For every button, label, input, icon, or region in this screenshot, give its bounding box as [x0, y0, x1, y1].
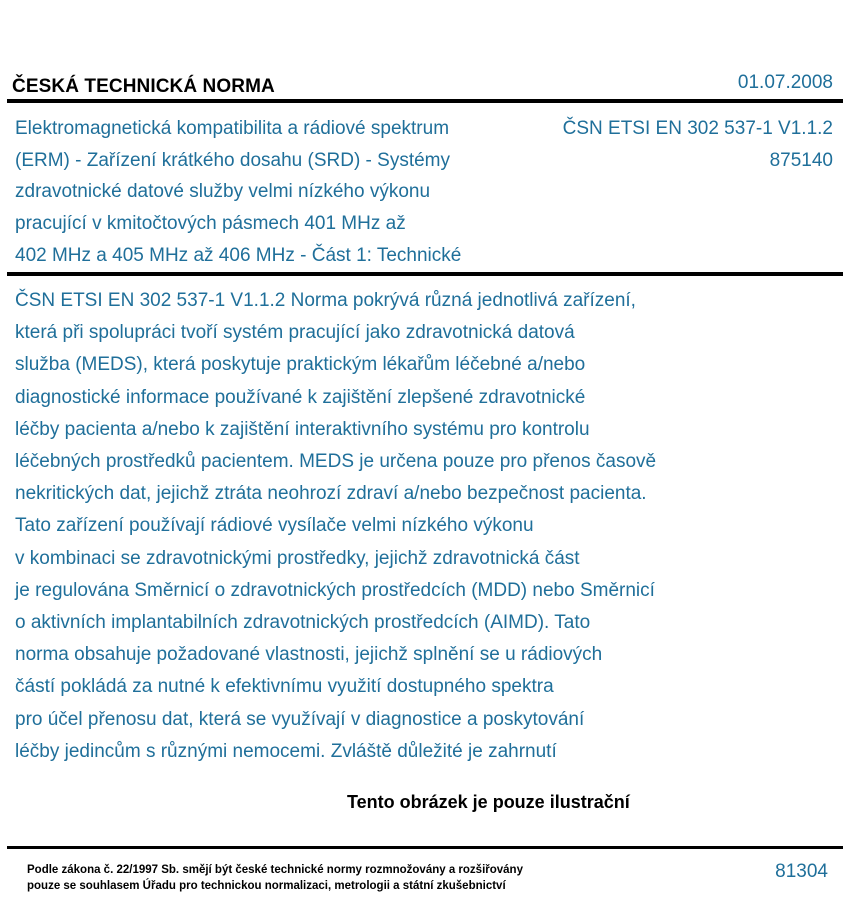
document-heading: ČESKÁ TECHNICKÁ NORMA	[12, 76, 275, 97]
footer-divider	[7, 846, 843, 849]
abstract-line: pro účel přenosu dat, která se využívají v diagnostice a poskytování	[15, 708, 585, 730]
abstract-line: léčby jedincům s různými nemocemi. Zvláště důležité je zahrnutí	[15, 740, 557, 762]
standard-title	[15, 113, 535, 272]
standard-title-line: Elektromagnetická kompatibilita a rádiové spektrum	[15, 118, 450, 139]
abstract-line: je regulována Směrnicí o zdravotnických prostředcích (MDD) nebo Směrnicí	[15, 579, 655, 601]
abstract-line: v kombinaci se zdravotnickými prostředky, jejichž zdravotnická část	[15, 547, 580, 569]
catalog-number: 875140	[769, 149, 833, 171]
illustration-note: Tento obrázek je pouze ilustrační	[347, 792, 630, 812]
abstract-line: diagnostické informace používané k zajištění zlepšené zdravotnické	[15, 386, 586, 408]
standard-title-line: zdravotnické datové služby velmi nízkého výkonu	[15, 181, 431, 203]
abstract-text	[15, 285, 775, 768]
abstract-line: služba (MEDS), která poskytuje praktickým lékařům léčebné a/nebo	[15, 354, 586, 376]
legal-notice-line: pouze se souhlasem Úřadu pro technickou normalizaci, metrologii a státní zkušebnictví	[27, 880, 506, 892]
abstract-line: o aktivních implantabilních zdravotnických prostředcích (AIMD). Tato	[15, 612, 591, 634]
title-divider	[7, 272, 843, 276]
standard-code: ČSN ETSI EN 302 537-1 V1.1.2	[562, 118, 833, 139]
standard-identifiers	[563, 113, 833, 176]
publication-date: 01.07.2008	[737, 72, 833, 93]
standard-title-line: pracující v kmitočtových pásmech 401 MHz až	[15, 213, 406, 235]
legal-notice-line: Podle zákona č. 22/1997 Sb. smějí být české technické normy rozmnožovány a rozšiřovány	[27, 864, 523, 876]
abstract-line: léčebných prostředků pacientem. MEDS je určena pouze pro přenos časově	[15, 451, 657, 473]
legal-notice	[27, 862, 523, 894]
abstract-line: Tato zařízení používají rádiové vysílače velmi nízkého výkonu	[15, 515, 534, 537]
abstract-line: norma obsahuje požadované vlastnosti, jejichž splnění se u rádiových	[15, 644, 603, 666]
abstract-line: ČSN ETSI EN 302 537-1 V1.1.2 Norma pokrývá různá jednotlivá zařízení,	[15, 290, 636, 311]
abstract-line: nekritických dat, jejichž ztráta neohrozí zdraví a/nebo bezpečnost pacienta.	[15, 483, 647, 505]
header-divider	[7, 99, 843, 103]
standard-title-line: 402 MHz a 405 MHz až 406 MHz - Část 1: Technické	[15, 244, 462, 266]
abstract-line: léčby pacienta a/nebo k zajištění interaktivního systému pro kontrolu	[15, 418, 590, 440]
abstract-line: částí pokládá za nutné k efektivnímu využití dostupného spektra	[15, 676, 554, 698]
abstract-line: která při spolupráci tvoří systém pracující jako zdravotnická datová	[15, 322, 575, 344]
standard-title-line: (ERM) - Zařízení krátkého dosahu (SRD) - Systémy	[15, 149, 450, 171]
document-number: 81304	[775, 861, 828, 882]
